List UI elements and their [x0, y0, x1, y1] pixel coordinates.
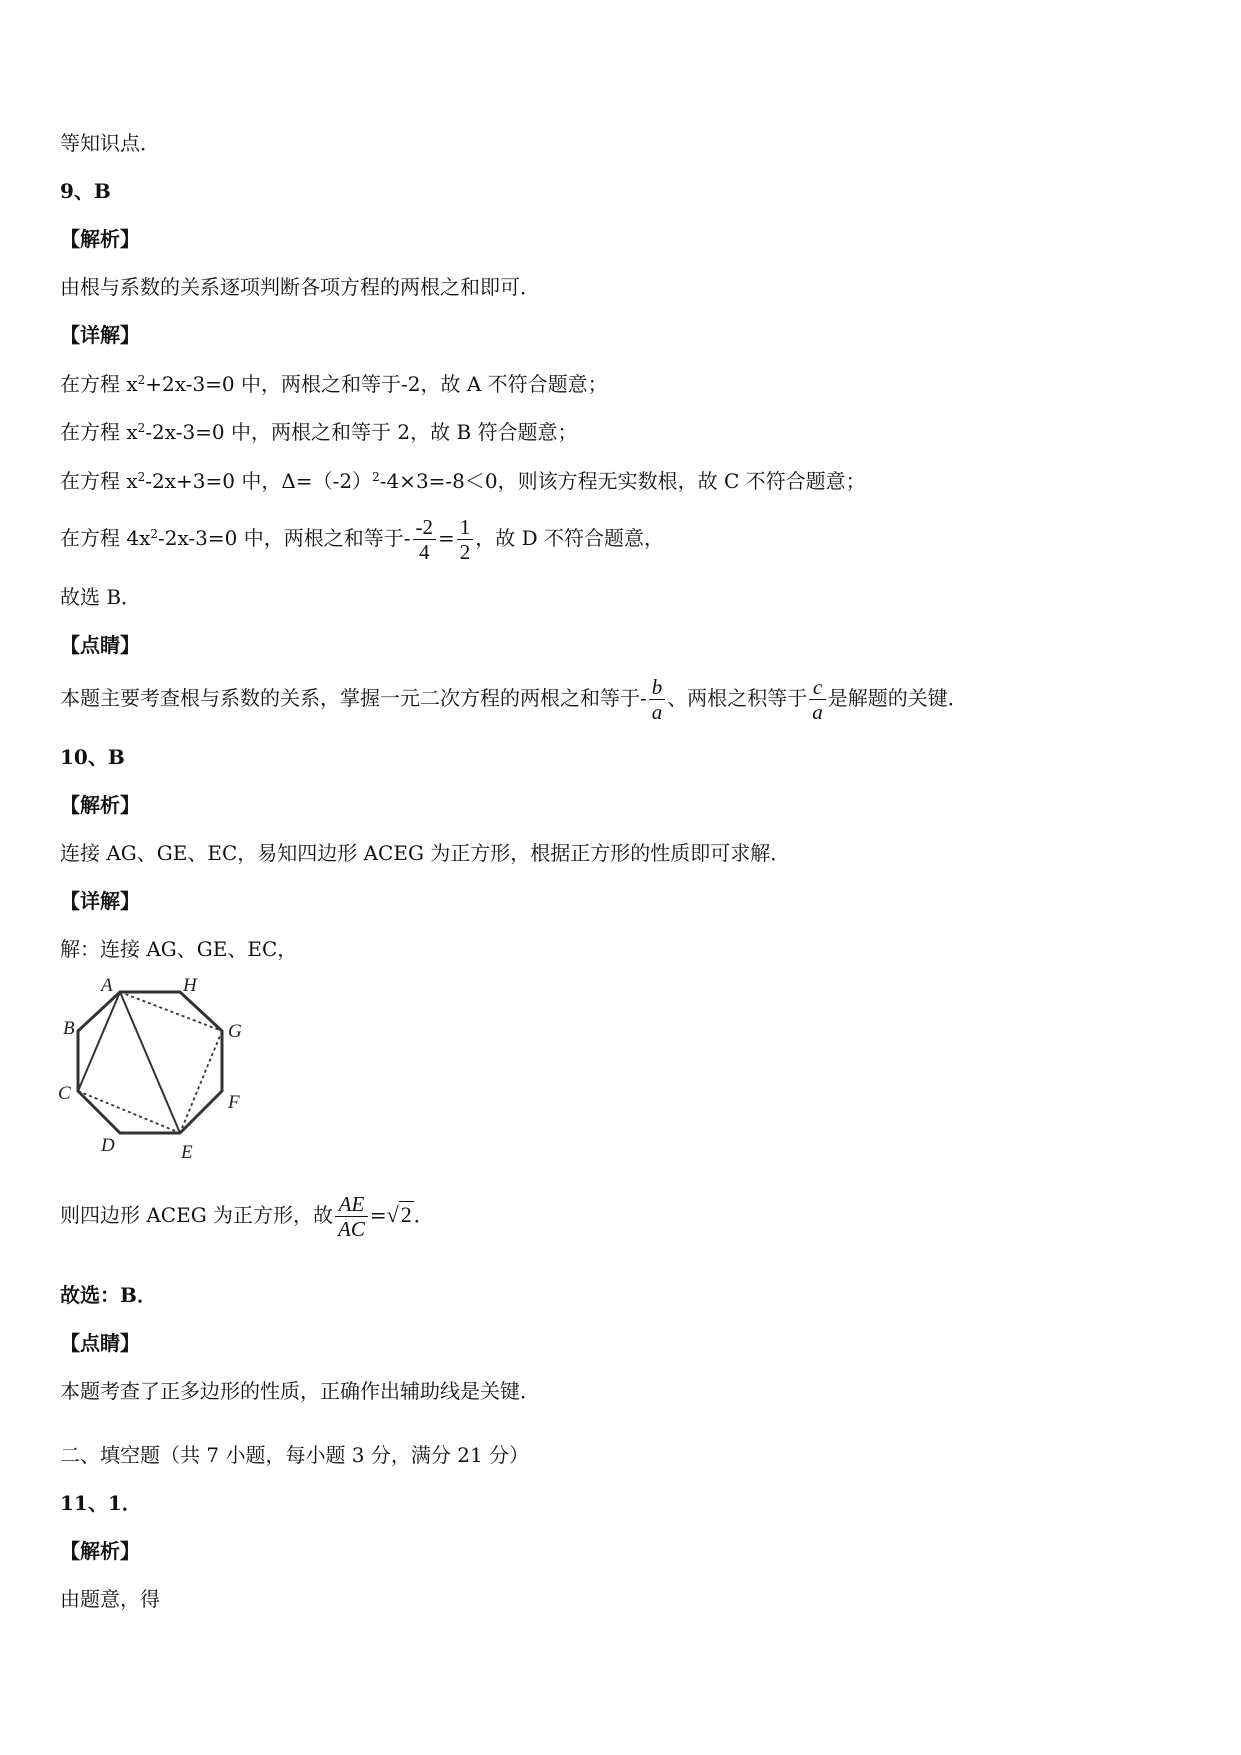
question-10-answer: 10、B — [60, 745, 125, 769]
text-line: 等知识点． — [60, 131, 160, 155]
text-line: 故选：B． — [60, 1283, 157, 1307]
section-heading: 【点睛】 — [60, 1331, 140, 1355]
equals-sign: = — [369, 1203, 387, 1227]
vertex-label-d: D — [101, 1135, 115, 1156]
denominator: a — [649, 699, 666, 724]
segment-ag — [120, 992, 222, 1031]
text: 在方程 x — [60, 372, 138, 396]
vertex-label-e: E — [181, 1142, 193, 1163]
equation-line — [60, 372, 608, 396]
numerator: -2 — [415, 515, 434, 539]
superscript: 2 — [137, 470, 146, 484]
section-heading: 【解析】 — [60, 793, 140, 817]
section-heading: 【详解】 — [60, 323, 140, 347]
text-line: 解：连接 AG、GE、EC， — [60, 937, 298, 961]
section-heading: 【点睛】 — [60, 633, 140, 657]
fraction — [649, 675, 666, 724]
text: -4×3=-8＜0，则该方程无实数根，故 C 不符合题意； — [379, 469, 866, 493]
text: 在方程 x — [60, 469, 138, 493]
superscript: 2 — [137, 421, 146, 435]
text: -2x-3=0 中，两根之和等于- — [158, 526, 411, 550]
numerator: AE — [338, 1192, 365, 1216]
denominator: a — [809, 699, 826, 724]
text-line: 连接 AG、GE、EC，易知四边形 ACEG 为正方形，根据正方形的性质即可求解． — [60, 841, 791, 865]
equation-line — [60, 668, 968, 728]
section-heading: 【解析】 — [60, 1539, 140, 1563]
superscript: 2 — [137, 373, 146, 387]
text: -2x+3=0 中，Δ=（-2） — [145, 469, 373, 493]
text-line: 故选 B． — [60, 585, 142, 609]
fraction — [457, 515, 474, 564]
equation-line — [60, 508, 664, 568]
text: +2x-3=0 中，两根之和等于-2，故 A 不符合题意； — [145, 372, 608, 396]
text: 在方程 4x — [60, 526, 151, 550]
text: 是解题的关键． — [827, 686, 968, 710]
vertex-label-h: H — [183, 975, 197, 996]
vertex-label-g: G — [228, 1021, 242, 1042]
text: 在方程 x — [60, 420, 138, 444]
segment-ge — [180, 1031, 222, 1133]
section-heading: 【解析】 — [60, 227, 140, 251]
vertex-label-b: B — [63, 1018, 75, 1039]
denominator: AC — [335, 1216, 368, 1241]
text: 则四边形 ACEG 为正方形，故 — [60, 1203, 334, 1227]
question-9-answer: 9、B — [60, 179, 111, 203]
fraction — [809, 675, 826, 724]
vertex-label-c: C — [58, 1083, 71, 1104]
text-line: 由根与系数的关系逐项判断各项方程的两根之和即可． — [60, 275, 540, 299]
denominator: 2 — [457, 539, 474, 564]
numerator: c — [812, 675, 823, 699]
numerator: b — [651, 675, 663, 699]
section-title: 二、填空题（共 7 小题，每小题 3 分，满分 21 分） — [60, 1443, 530, 1467]
text: ，故 D 不符合题意， — [475, 526, 665, 550]
text: -2x-3=0 中，两根之和等于 2，故 B 符合题意； — [145, 420, 578, 444]
vertex-label-f: F — [228, 1092, 240, 1113]
text: ． — [413, 1203, 434, 1227]
fraction — [413, 515, 437, 564]
vertex-label-a: A — [101, 975, 113, 996]
text-line: 由题意，得 — [60, 1587, 160, 1611]
superscript: 2 — [372, 470, 380, 484]
octagon-figure — [55, 975, 255, 1170]
equals-sign: = — [438, 526, 455, 550]
denominator: 4 — [413, 539, 437, 564]
numerator: 1 — [459, 515, 471, 539]
question-11-answer: 11、1． — [60, 1491, 142, 1515]
section-heading: 【详解】 — [60, 889, 140, 913]
segment-ac — [78, 992, 120, 1091]
superscript: 2 — [150, 527, 159, 541]
equation-line — [60, 1185, 434, 1245]
equation-line — [60, 420, 578, 444]
equation-line — [60, 469, 866, 493]
radicand: 2 — [400, 1202, 412, 1227]
text: 本题主要考查根与系数的关系，掌握一元二次方程的两根之和等于- — [60, 686, 647, 710]
text: 、两根之积等于 — [667, 686, 808, 710]
text-line: 本题考查了正多边形的性质，正确作出辅助线是关键． — [60, 1379, 540, 1403]
square-root: √2 — [386, 1202, 412, 1227]
fraction — [335, 1192, 368, 1241]
